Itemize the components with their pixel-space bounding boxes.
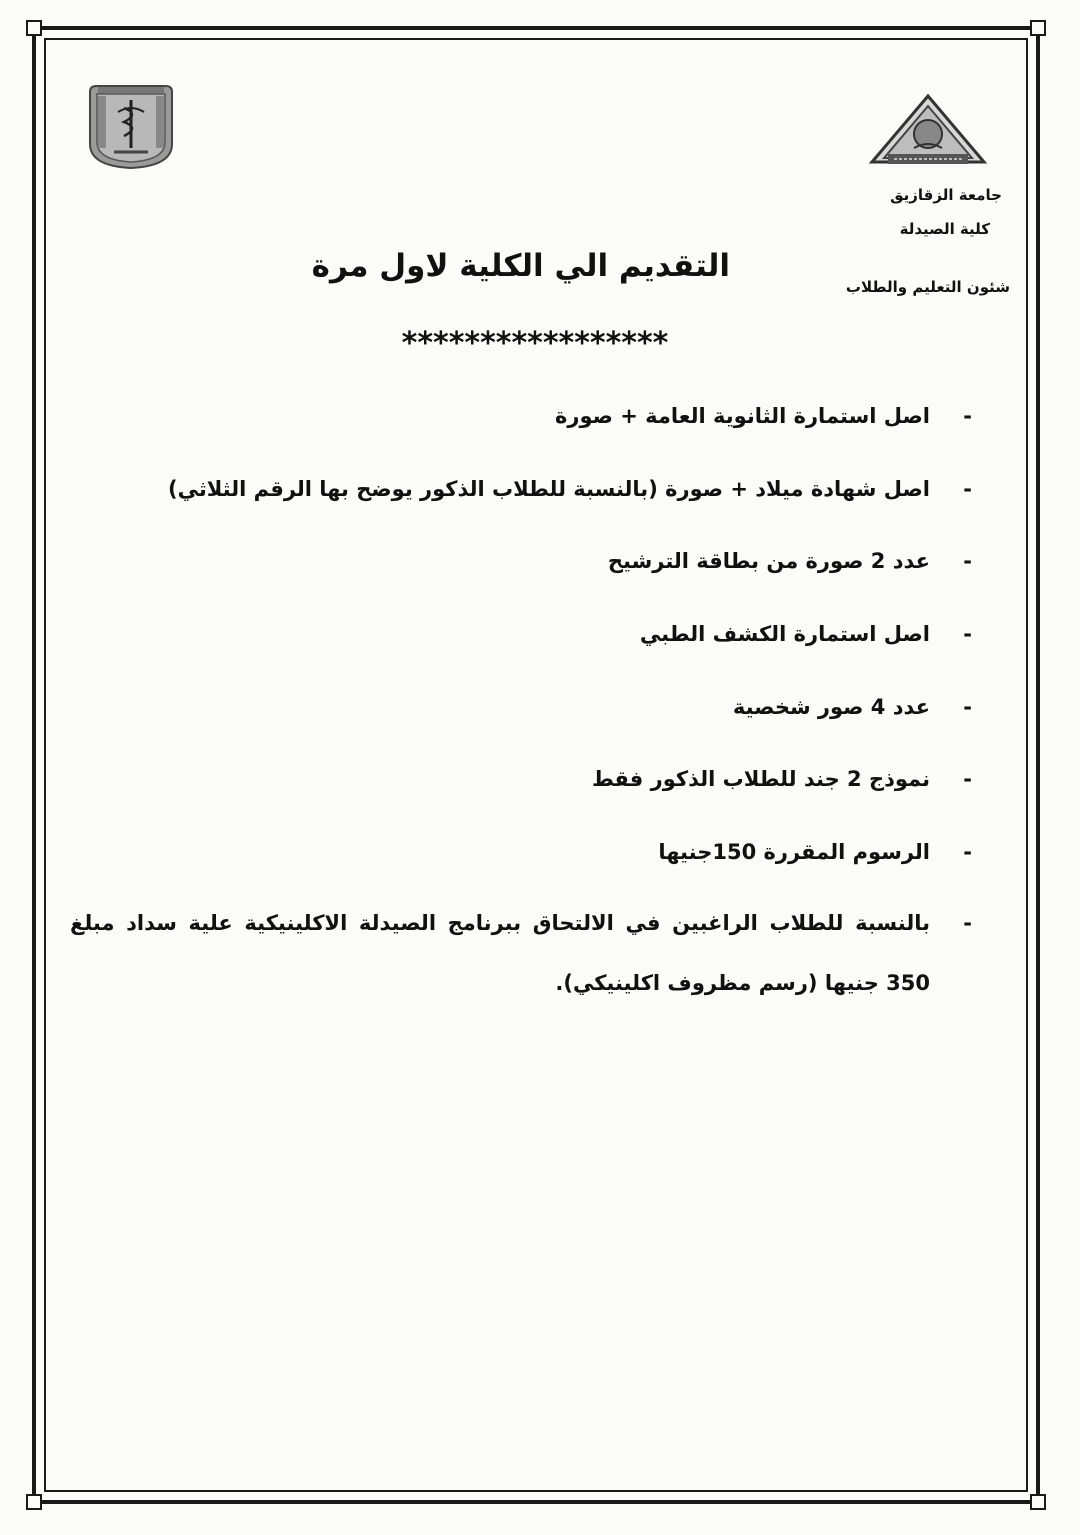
list-bullet: - [963, 840, 972, 865]
list-bullet: - [963, 549, 972, 574]
list-item [70, 761, 972, 834]
faculty-name: كلية الصيدلة [899, 220, 990, 238]
page-title: التقديم الي الكلية لاول مرة [311, 248, 730, 284]
list-item [70, 543, 972, 616]
list-bullet: - [963, 404, 972, 428]
faculty-of-pharmacy-seal-icon [84, 82, 178, 170]
zagazig-university-seal-icon [868, 92, 988, 170]
list-item-text: اصل شهادة ميلاد + صورة (بالنسبة للطلاب الذكور يوضح بها الرقم الثلاثي) [167, 476, 930, 501]
list-item-text: نموذج 2 جند للطلاب الذكور فقط [591, 767, 930, 792]
border-corner-top-right [1030, 20, 1046, 36]
list-item [70, 471, 972, 544]
list-bullet: - [963, 622, 972, 647]
border-corner-top-left [26, 20, 42, 36]
title-separator: ***************** [401, 326, 669, 361]
list-item [70, 689, 972, 762]
list-item-text: بالنسبة للطلاب الراغبين في الالتحاق ببرنامج الصيدلة الاكلينيكية علية سداد مبلغ 350 جنيها (رسم مظروف اكلينيكي). [70, 910, 930, 995]
department-name: شئون التعليم والطلاب [845, 278, 1010, 296]
university-name: جامعة الزقازيق [890, 186, 1002, 204]
list-item-text: عدد 2 صورة من بطاقة الترشيح [607, 549, 930, 574]
border-corner-bottom-left [26, 1494, 42, 1510]
list-item-text: الرسوم المقررة 150جنيها [658, 840, 930, 865]
list-item-text: اصل استمارة الكشف الطبي [639, 622, 930, 647]
list-bullet: - [963, 476, 972, 501]
border-corner-bottom-right [1030, 1494, 1046, 1510]
list-bullet: - [963, 767, 972, 792]
list-bullet: - [963, 910, 972, 935]
list-item [70, 893, 972, 1013]
list-item [70, 398, 972, 471]
list-item-text: عدد 4 صور شخصية [732, 694, 930, 719]
requirements-list [70, 398, 972, 1013]
list-item [70, 616, 972, 689]
list-item-text: اصل استمارة الثانوية العامة + صورة [555, 404, 930, 428]
list-bullet: - [963, 694, 972, 719]
